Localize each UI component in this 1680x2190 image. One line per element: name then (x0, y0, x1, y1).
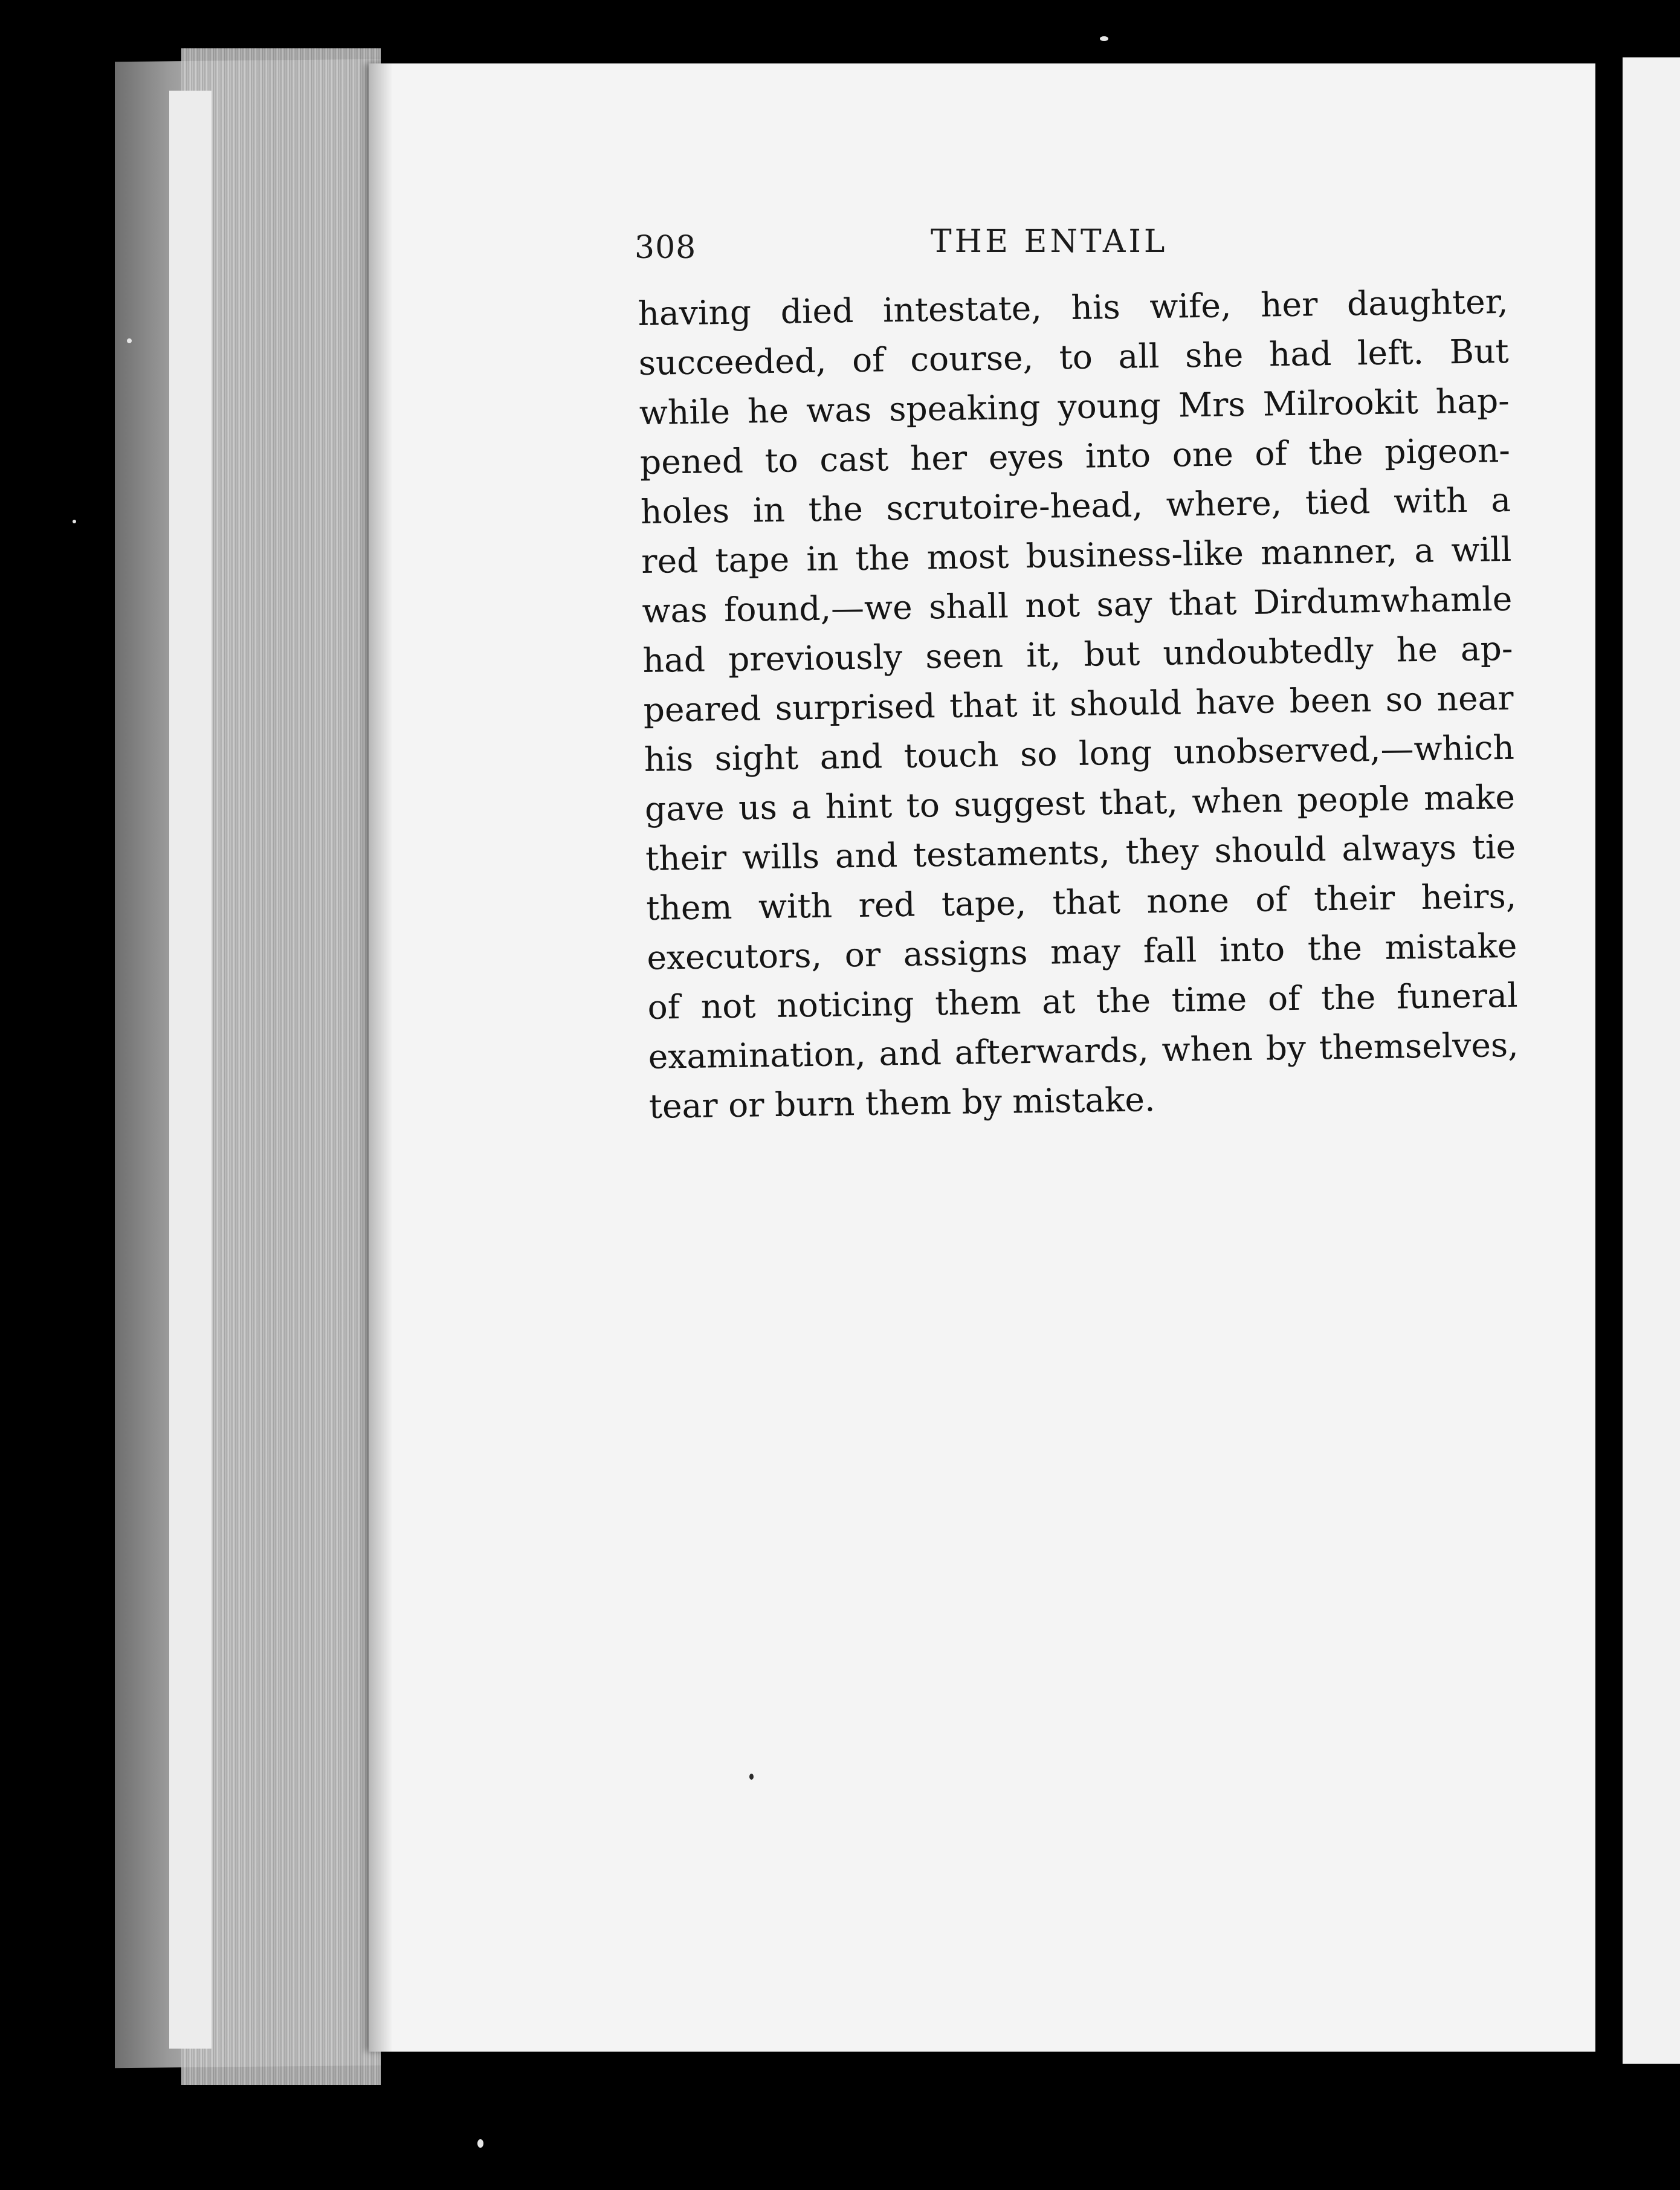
text-line: was found,—we shall not say that Dirdumwhamle (641, 579, 1513, 630)
text-line: pened to cast her eyes into one of the pigeon- (639, 430, 1511, 482)
text-line: examination, and afterwards, when by themselves, (648, 1025, 1519, 1076)
text-line: of not noticing them at the time of the funeral (647, 975, 1518, 1027)
page-number: 308 (635, 230, 697, 266)
page-header (635, 218, 1209, 278)
text-line: had previously seen it, but undoubtedly he ap- (642, 628, 1513, 680)
text-line: his sight and touch so long unobserved,—which (644, 728, 1515, 779)
gutter-shadow (369, 63, 393, 2052)
text-line: tear or burn them by mistake. (648, 1080, 1155, 1126)
scan-speck (477, 2139, 483, 2148)
text-line: them with red tape, that none of their heirs, (645, 876, 1517, 928)
text-line: peared surprised that it should have been so near (643, 678, 1514, 729)
endpaper-edge (169, 91, 212, 2049)
text-line: while he was speaking young Mrs Milrookit hap- (639, 381, 1510, 432)
running-head: THE ENTAIL (931, 224, 1168, 260)
scan-speck (73, 520, 76, 523)
text-line: gave us a hint to suggest that, when people make (644, 777, 1516, 829)
text-line: executors, or assigns may fall into the mistake (647, 926, 1517, 977)
ink-speck (749, 1774, 754, 1780)
text-line: having died intestate, his wife, her daughter, (638, 282, 1508, 333)
scan-speck (127, 338, 132, 343)
text-line: holes in the scrutoire-head, where, tied with a (640, 480, 1511, 531)
body-text (638, 277, 1519, 1131)
text-line: succeeded, of course, to all she had left. But (638, 331, 1510, 383)
text-line: their wills and testaments, they should always tie (645, 827, 1516, 878)
scan-speck (1100, 36, 1108, 41)
facing-page-edge (1623, 57, 1680, 2064)
text-line: red tape in the most business-like manner, a will (641, 529, 1512, 581)
